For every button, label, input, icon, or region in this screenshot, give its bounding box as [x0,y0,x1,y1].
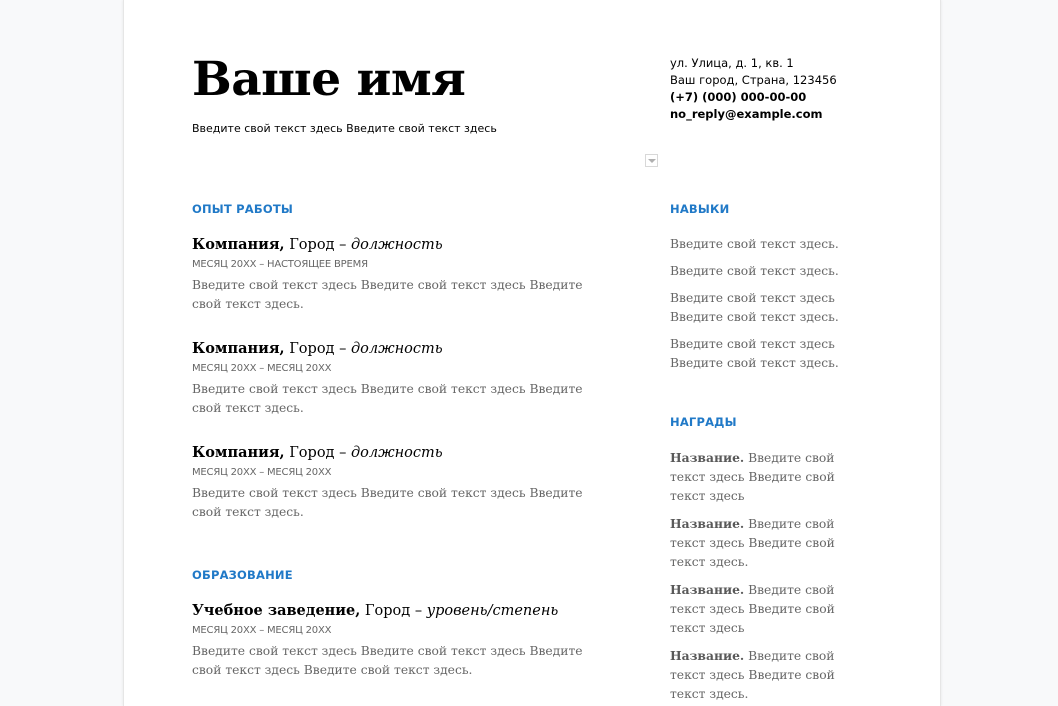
resume-page [123,0,941,706]
entry-title [192,443,592,463]
experience-entry[interactable] [192,339,592,418]
education-heading: ОБРАЗОВАНИЕ [192,568,293,582]
entry-title [192,235,592,255]
award-item[interactable] [670,646,840,704]
award-item[interactable] [670,580,840,638]
resume-subtitle[interactable]: Введите свой текст здесь Введите свой текст здесь [192,122,497,135]
entry-title [192,601,592,621]
address-line-1[interactable]: ул. Улица, д. 1, кв. 1 [670,56,794,70]
entry-city: Город – [284,237,351,253]
address-line-2[interactable]: Ваш город, Страна, 123456 [670,73,837,87]
award-item[interactable] [670,448,840,506]
entry-role: должность [350,445,443,461]
entry-city: Город – [360,603,427,619]
experience-heading: ОПЫТ РАБОТЫ [192,202,293,216]
entry-description: Введите свой текст здесь Введите свой текст здесь Введите свой текст здесь. [192,278,583,311]
entry-description: Введите свой текст здесь Введите свой текст здесь Введите свой текст здесь. [192,382,583,415]
award-text: Введите свой текст здесь Введите свой текст здесь. [670,649,835,701]
entry-org: Учебное заведение, [192,602,361,619]
entry-role: уровень/степень [426,603,559,619]
award-name: Название. [670,450,745,465]
entry-title [192,339,592,359]
contact-block [670,55,837,123]
email-address[interactable]: no_reply@example.com [670,107,823,121]
entry-org: Компания, [192,340,285,357]
award-text: Введите свой текст здесь Введите свой текст здесь [670,583,835,635]
entry-role: должность [350,237,443,253]
entry-date: МЕСЯЦ 20XX – МЕСЯЦ 20XX [192,467,332,478]
entry-description: Введите свой текст здесь Введите свой текст здесь Введите свой текст здесь Введите свой текст здесь. [192,644,583,677]
award-text: Введите свой текст здесь Введите свой текст здесь. [670,517,835,569]
award-name: Название. [670,648,745,663]
awards-list [670,448,840,706]
chevron-down-icon[interactable] [645,154,658,167]
award-text: Введите свой текст здесь Введите свой текст здесь [670,451,835,503]
resume-name[interactable]: Ваше имя [192,52,466,107]
education-entry[interactable] [192,601,592,680]
entry-role: должность [350,341,443,357]
entry-date: МЕСЯЦ 20XX – МЕСЯЦ 20XX [192,363,332,374]
skill-item[interactable]: Введите свой текст здесь. [670,237,839,251]
skill-item[interactable]: Введите свой текст здесь. [670,264,839,278]
entry-description: Введите свой текст здесь Введите свой текст здесь Введите свой текст здесь. [192,486,583,519]
awards-heading: НАГРАДЫ [670,415,737,429]
award-name: Название. [670,516,745,531]
entry-city: Город – [284,341,351,357]
entry-city: Город – [284,445,351,461]
entry-org: Компания, [192,444,285,461]
entry-org: Компания, [192,236,285,253]
experience-entry[interactable] [192,443,592,522]
award-name: Название. [670,582,745,597]
award-item[interactable] [670,514,840,572]
entry-date: МЕСЯЦ 20XX – НАСТОЯЩЕЕ ВРЕМЯ [192,259,368,270]
skill-item[interactable]: Введите свой текст здесь Введите свой текст здесь. [670,337,839,370]
skill-item[interactable]: Введите свой текст здесь Введите свой текст здесь. [670,291,839,324]
phone-number[interactable]: (+7) (000) 000-00-00 [670,90,807,104]
experience-entry[interactable] [192,235,592,314]
entry-date: МЕСЯЦ 20XX – МЕСЯЦ 20XX [192,625,332,636]
skills-list [670,235,840,381]
skills-heading: НАВЫКИ [670,202,730,216]
